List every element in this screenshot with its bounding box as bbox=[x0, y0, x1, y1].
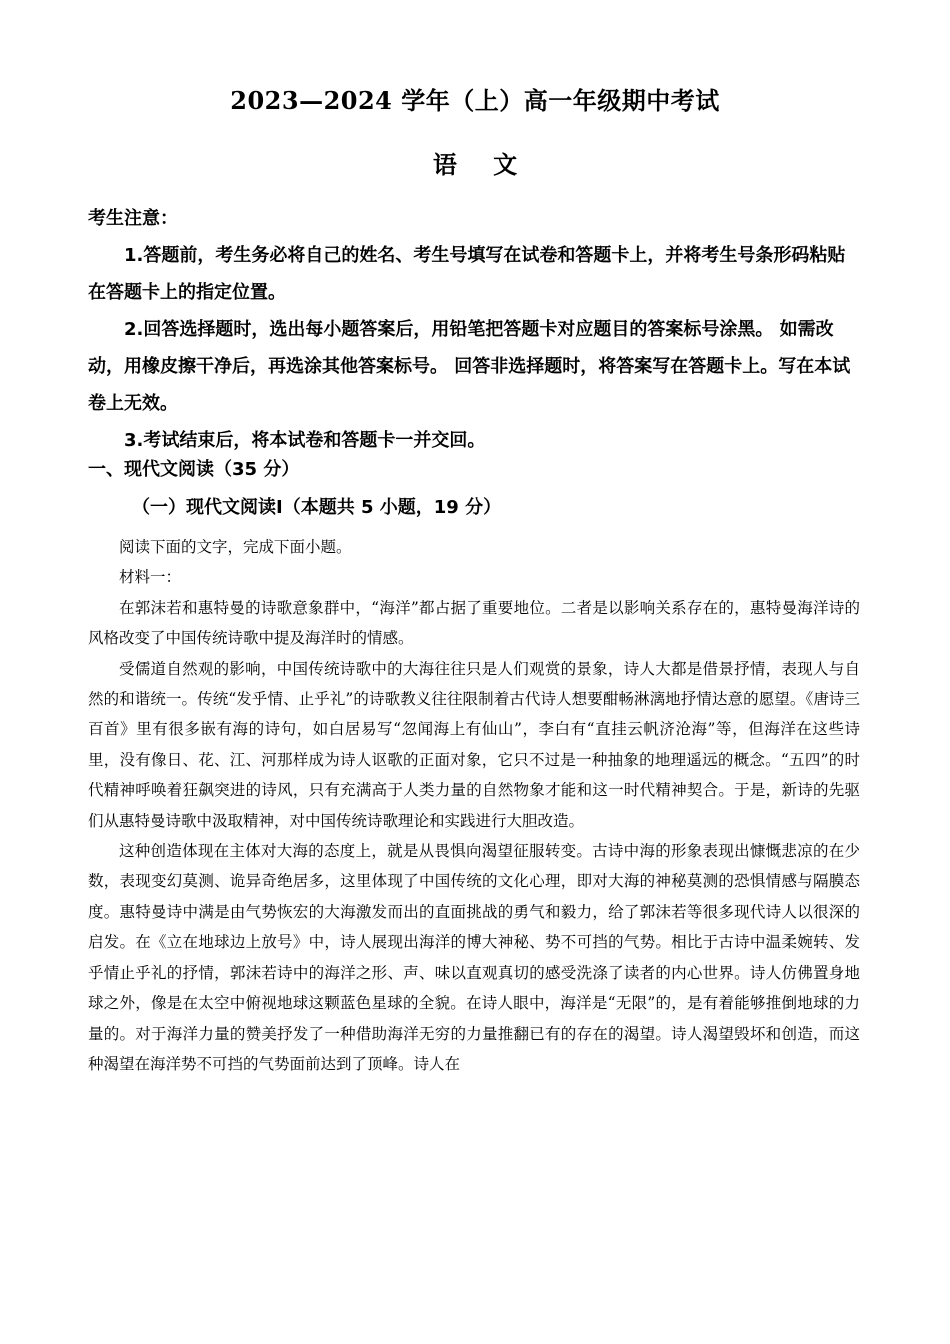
material-label: 材料一： bbox=[119, 568, 182, 587]
passage-paragraph-3: 这种创造体现在主体对大海的态度上，就是从畏惧向渴望征服转变。古诗中海的形象表现出慷慨悲凉的在少数，表现变幻莫测、诡异奇绝居多，这里体现了中国传统的文化心理，即对大海的神秘莫测的恐惧情感与隔膜态度。惠特曼诗中满是由气势恢宏的大海激发而出的直面挑战的勇气和毅力，给了郭沫若等很多现代诗人以很深的启发。在《立在地球边上放号》中，诗人展现出海洋的博大神秘、势不可挡的气势。相比于古诗中温柔婉转、发乎情止乎礼的抒情，郭沫若诗中的海洋之形、声、味以直观真切的感受洗涤了读者的内心世界。诗人仿佛置身地球之外，像是在太空中俯视地球这颗蓝色星球的全貌。在诗人眼中，海洋是“无限”的，是有着能够推倒地球的力量的。对于海洋力量的赞美抒发了一种借助海洋无穷的力量推翻已有的存在的渴望。诗人渴望毁坏和创造，而这种渴望在海洋势不可挡的气势面前达到了顶峰。诗人在 bbox=[88, 842, 860, 1073]
candidate-notice bbox=[88, 200, 860, 459]
reading-instruction: 阅读下面的文字，完成下面小题。 bbox=[119, 538, 352, 556]
section-heading: 一、现代文阅读（35 分） bbox=[88, 459, 300, 480]
notice-item-2: 2.回答选择题时，选出每小题答案后，用铅笔把答题卡对应题目的答案标号涂黑。 如需改动，用橡皮擦干净后，再选涂其他答案标号。 回答非选择题时，将答案写在答题卡上。写在本试卷上无效。 bbox=[88, 319, 851, 414]
notice-item-1: 1.答题前，考生务必将自己的姓名、考生号填写在试卷和答题卡上，并将考生号条形码粘贴在答题卡上的指定位置。 bbox=[88, 245, 846, 303]
passage-paragraph-2: 受儒道自然观的影响，中国传统诗歌中的大海往往只是人们观赏的景象，诗人大都是借景抒情，表现人与自然的和谐统一。传统“发乎情、止乎礼”的诗歌教义往往限制着古代诗人想要酣畅淋漓地抒情达意的愿望。《唐诗三百首》里有很多嵌有海的诗句，如白居易写“忽闻海上有仙山”，李白有“直挂云帆济沧海”等，但海洋在这些诗里，没有像日、花、江、河那样成为诗人讴歌的正面对象，它只不过是一种抽象的地理遥远的概念。“五四”的时代精神呼唤着狂飙突进的诗风，只有充满高于人类力量的自然物象才能和这一时代精神契合。于是，新诗的先驱们从惠特曼诗歌中汲取精神，对中国传统诗歌理论和实践进行大胆改造。 bbox=[88, 659, 860, 830]
notice-item-3: 3.考试结束后，将本试卷和答题卡一并交回。 bbox=[124, 430, 486, 451]
passage-paragraph-1: 在郭沫若和惠特曼的诗歌意象群中，“海洋”都占据了重要地位。二者是以影响关系存在的，惠特曼海洋诗的风格改变了中国传统诗歌中提及海洋时的情感。 bbox=[88, 598, 860, 648]
reading-passage bbox=[88, 532, 860, 1079]
subject-title: 语 文 bbox=[432, 150, 532, 179]
exam-title: 2023—2024 学年（上）高一年级期中考试 bbox=[230, 86, 720, 115]
subsection-heading: （一）现代文阅读Ⅰ（本题共 5 小题，19 分） bbox=[132, 497, 502, 518]
notice-heading: 考生注意： bbox=[88, 208, 178, 229]
